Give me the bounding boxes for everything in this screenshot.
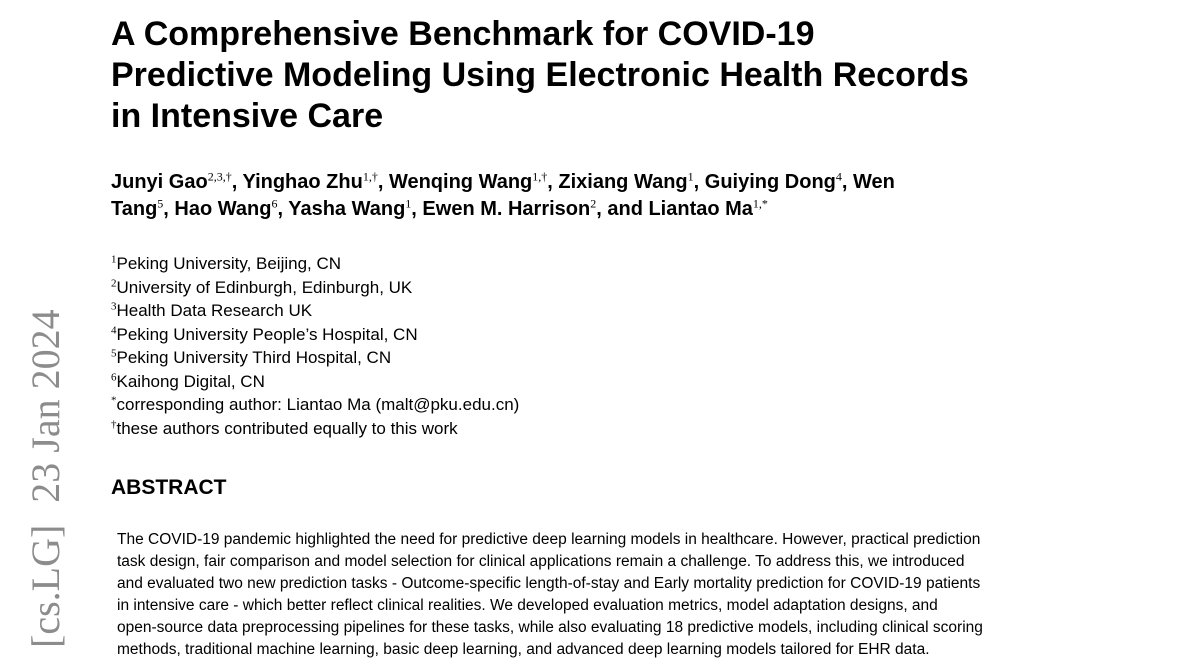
author-name: Hao Wang — [174, 198, 272, 220]
abstract-line: in intensive care - which better reflect clinical realities. We developed evaluation metrics, model adaptation designs, and — [117, 597, 938, 614]
author-name: Zixiang Wang — [558, 171, 688, 193]
author-name: Guiying Dong — [704, 171, 836, 193]
author-name: Wenqing Wang — [388, 171, 533, 193]
affiliation: $^5$Peking University Third Hospital, CN — [111, 347, 392, 367]
affiliation: $^1$Peking University, Beijing, CN — [111, 253, 342, 273]
abstract-line: task design, fair comparison and model selection for clinical applications remain a challenge. To address this, we introduced — [117, 553, 965, 570]
author-marks: 1,† — [532, 169, 548, 184]
affiliation: $^2$University of Edinburgh, Edinburgh, UK — [111, 276, 413, 297]
affiliation-list — [111, 252, 1011, 440]
abstract-text — [117, 529, 1107, 661]
title-line: in Intensive Care — [111, 97, 384, 135]
arxiv-category: [cs.LG] — [23, 524, 68, 648]
abstract-line: methods, traditional machine learning, basic deep learning, and advanced deep learning models tailored for EHR data. — [117, 641, 930, 658]
author-name: Yinghao Zhu — [242, 171, 363, 193]
author-marks: 5 — [157, 196, 164, 211]
author-list — [111, 169, 1111, 223]
author-marks: 2 — [590, 196, 597, 211]
equal-contribution-note: †these authors contributed equally to this work — [111, 417, 458, 438]
author-line: Tang$^5$, Hao Wang$^6$, Yasha Wang$^1$, Ewen M. Harrison$^2$, and Liantao $Ma^{1,*}$ — [111, 196, 768, 220]
abstract-line: and evaluated two new prediction tasks - Outcome-specific length-of-stay and Early mortality prediction for COVID-19 patients — [117, 575, 981, 592]
author-name: Yasha Wang — [288, 198, 406, 220]
affiliation: $^4$Peking University People’s Hospital, CN — [111, 323, 418, 344]
affiliation: $^6$Kaihong Digital, CN — [111, 370, 265, 391]
abstract-heading: ABSTRACT — [111, 476, 227, 499]
author-name: Ewen M. Harrison — [422, 198, 591, 220]
corresponding-author-note: *corresponding author: Liantao Ma (malt@pku.edu.cn) — [111, 394, 520, 414]
arxiv-date: 23 Jan 2024 — [23, 309, 68, 503]
author-marks: 4 — [835, 169, 842, 184]
author-marks: 2,3,† — [207, 169, 232, 184]
paper-title — [111, 14, 1151, 137]
author-marks: 1 — [405, 196, 412, 211]
author-marks: 1,* — [752, 196, 768, 211]
author-marks: 6 — [271, 196, 278, 211]
author-name: Liantao Ma — [648, 198, 753, 220]
author-marks: 1,† — [362, 169, 378, 184]
arxiv-identifier-stamp — [23, 287, 68, 648]
author-line: Junyi Gao$^{2,3,\dagger}$, Yinghao Zhu$^{1,\dagger}$, Wenqing Wang$^{1,\dagger}$, Zixiang Wang$^1$, Guiying Dong$^4$, Wen — [111, 169, 895, 193]
author-name-part: Tang — [111, 198, 158, 220]
author-name: Junyi Gao — [111, 171, 208, 193]
title-line: A Comprehensive Benchmark for COVID-19 — [111, 15, 815, 53]
author-marks: 1 — [687, 169, 694, 184]
abstract-line: The COVID-19 pandemic highlighted the need for predictive deep learning models in healthcare. However, practical prediction — [117, 531, 981, 548]
author-name-part: Wen — [853, 171, 895, 193]
affiliation: $^3$Health Data Research UK — [111, 300, 313, 320]
abstract-line: open-source data preprocessing pipelines for these tasks, while also evaluating 18 predictive models, including clinical scoring — [117, 619, 983, 636]
title-line: Predictive Modeling Using Electronic Health Records — [111, 56, 969, 94]
